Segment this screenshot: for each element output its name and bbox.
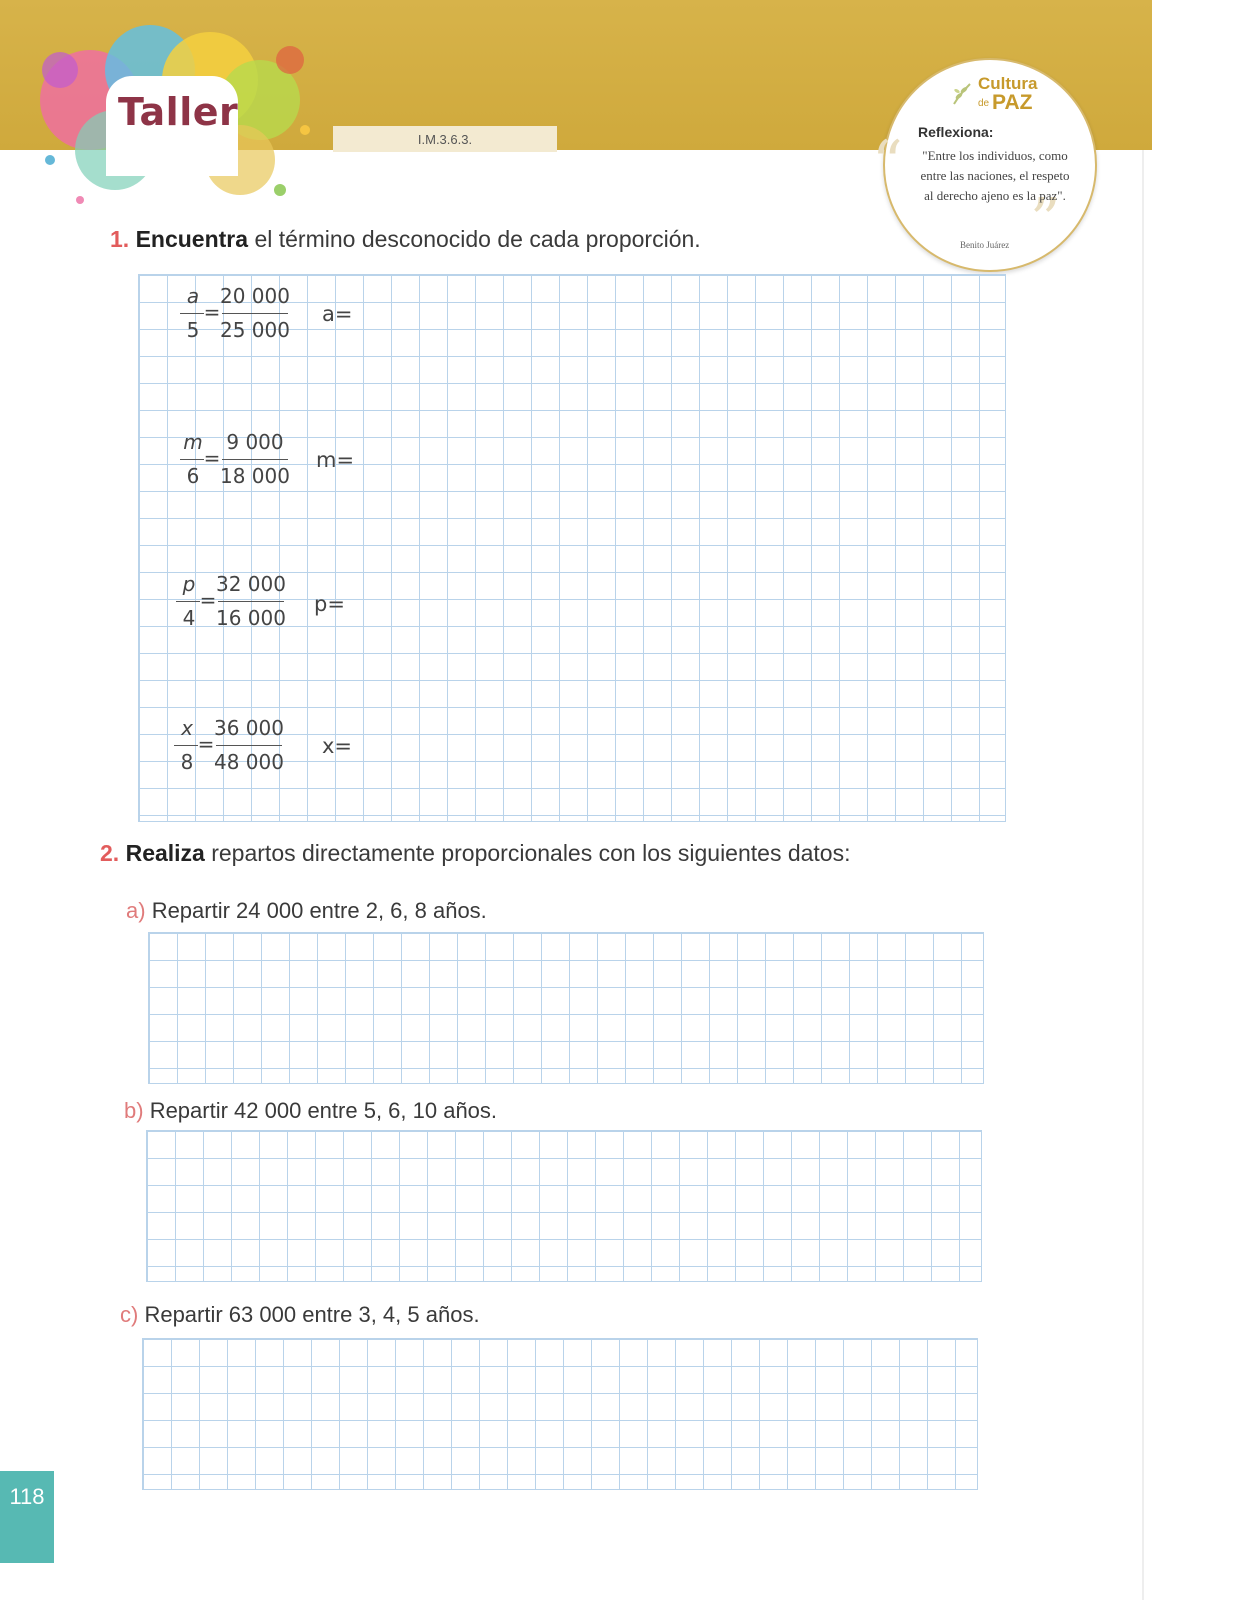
question-2-number: 2. [100,840,120,866]
fraction-bar [218,601,284,602]
question-1-text: el término desconocido de cada proporción. [248,226,701,252]
proportion-var: p [182,572,196,596]
peace-quote: "Entre los individuos, como entre las naciones, el respeto al derecho ajeno es la paz". [920,148,1070,203]
reflexiona-label: Reflexiona: [918,124,994,140]
quote-author: Benito Juárez [960,240,1010,250]
proportion-num2: 9 000 [226,430,284,454]
answer-label-a: a= [322,302,353,326]
equals-sign: = [197,732,215,756]
item-text: Repartir 24 000 entre 2, 6, 8 años. [151,898,487,923]
question-2b [124,1098,497,1124]
fraction-bar [222,459,288,460]
proportion-var: x [181,716,193,740]
fraction-bar [216,745,282,746]
open-quote-icon: “ [872,128,903,198]
equals-sign: = [203,300,221,324]
question-1-verb: Encuentra [135,226,249,252]
proportion-num2: 32 000 [216,572,286,596]
answer-grid-2a[interactable] [148,932,984,1084]
proportion-den: 4 [182,606,196,630]
proportion-var: m [183,430,203,454]
section-title: Taller [118,90,239,134]
question-2-verb: Realiza [125,840,205,866]
question-2-text: repartos directamente proporcionales con los siguientes datos: [204,840,851,866]
close-quote-icon: ” [1030,186,1061,256]
olive-branch-icon [950,80,974,106]
proportion-den: 8 [180,750,194,774]
question-2-heading [100,840,850,867]
equals-sign: = [199,588,217,612]
proportion-num2: 20 000 [220,284,290,308]
logo-de: de [978,98,990,109]
proportion-den2: 18 000 [220,464,290,488]
answer-label-p: p= [314,592,345,616]
item-letter: c) [120,1302,139,1327]
item-letter: b) [124,1098,144,1123]
proportion-den2: 25 000 [220,318,290,342]
proportion-den: 6 [186,464,200,488]
question-2a [126,898,487,924]
logo-cultura: Cultura [978,74,1038,93]
proportion-den2: 16 000 [216,606,286,630]
fraction-bar [174,745,198,746]
equals-sign: = [203,446,221,470]
fraction-bar [222,313,288,314]
fraction-bar [180,459,204,460]
question-1-number: 1. [110,226,130,252]
fraction-bar [180,313,204,314]
proportion-den: 5 [186,318,200,342]
item-text: Repartir 63 000 entre 3, 4, 5 años. [144,1302,480,1327]
answer-label-m: m= [316,448,355,472]
item-text: Repartir 42 000 entre 5, 6, 10 años. [149,1098,498,1123]
question-1-heading [110,226,701,253]
logo-paz: PAZ [992,91,1033,114]
proportion-var: a [186,284,200,308]
page-edge [1142,150,1144,1600]
proportion-num2: 36 000 [214,716,284,740]
page-number: 118 [0,1471,54,1563]
proportion-den2: 48 000 [214,750,284,774]
item-letter: a) [126,898,146,923]
question-2c [120,1302,480,1328]
answer-label-x: x= [322,734,353,758]
answer-grid-2b[interactable] [146,1130,982,1282]
indicator-code: I.M.3.6.3. [333,126,557,152]
answer-grid-2c[interactable] [142,1338,978,1490]
fraction-bar [176,601,200,602]
